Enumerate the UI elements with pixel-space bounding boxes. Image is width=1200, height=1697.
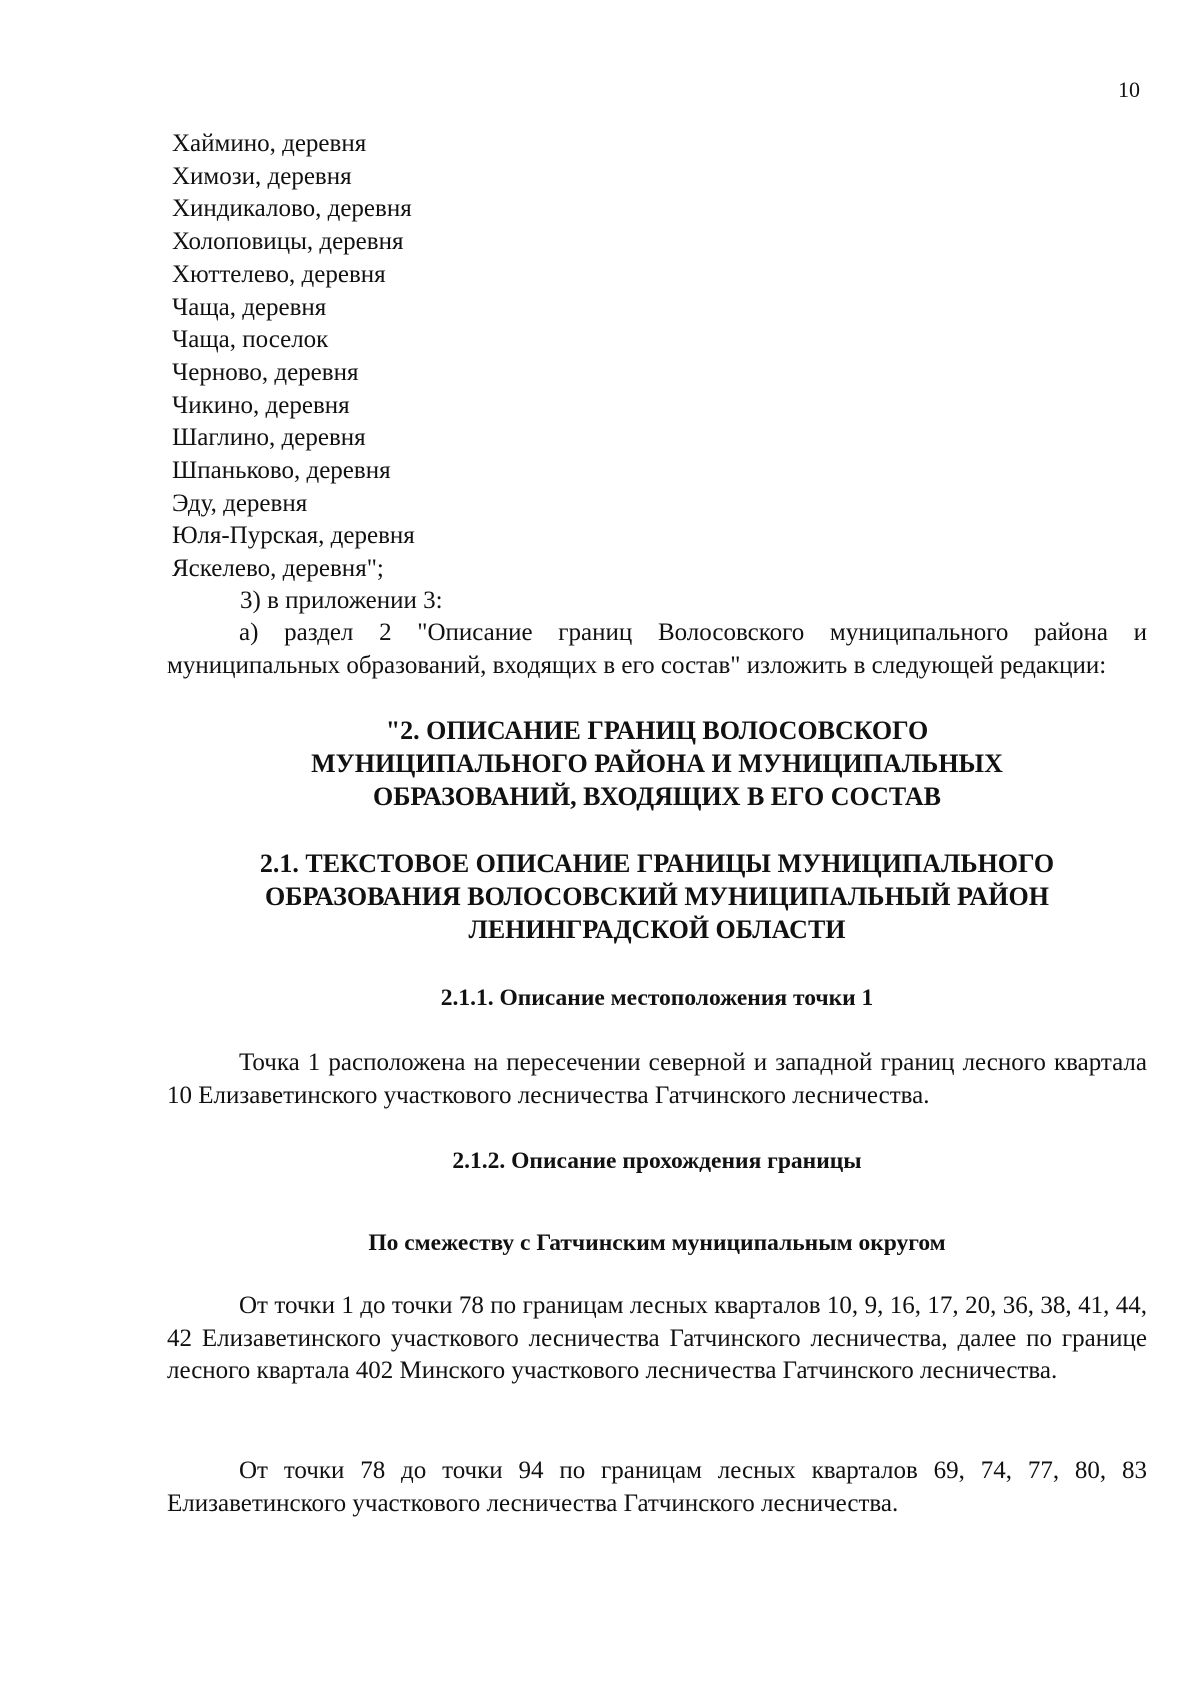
list-item: Эду, деревня <box>172 489 308 517</box>
heading-line: ОБРАЗОВАНИЙ, ВХОДЯЩИХ В ЕГО СОСТАВ <box>372 782 942 811</box>
list-item: Шпаньково, деревня <box>172 457 391 485</box>
list-item: Хиндикалово, деревня <box>172 195 412 223</box>
section-2-heading <box>167 714 1147 813</box>
point-1-paragraph: Точка 1 расположена на пересечении северной и западной границ лесного квартала 10 Елизаветинского участкового лесничества Гатчинского лесничества. <box>167 1049 1147 1109</box>
list-item: Яскелево, деревня"; <box>172 555 384 583</box>
item-3-text: 3) в приложении 3: <box>240 587 443 614</box>
section-2-1-1-heading: 2.1.1. Описание местоположения точки 1 <box>440 985 874 1011</box>
heading-line: ЛЕНИНГРАДСКОЙ ОБЛАСТИ <box>468 915 846 944</box>
heading-line: 2.1. ТЕКСТОВОЕ ОПИСАНИЕ ГРАНИЦЫ МУНИЦИПАЛЬНОГО <box>259 849 1055 878</box>
section-2-1-2-heading: 2.1.2. Описание прохождения границы <box>452 1148 862 1174</box>
settlement-list <box>172 128 415 586</box>
item-a-paragraph: а) раздел 2 "Описание границ Волосовского муниципального района и муниципальных образований, входящих в его состав" изложить в следующей редакции: <box>167 619 1147 679</box>
adjacency-heading: По смежеству с Гатчинским муниципальным округом <box>368 1230 946 1256</box>
section-2-1-heading <box>167 847 1147 946</box>
list-item: Холоповицы, деревня <box>172 228 404 256</box>
list-item: Химози, деревня <box>172 162 352 190</box>
list-item: Юля-Пурская, деревня <box>172 522 415 550</box>
list-item: Чаща, деревня <box>172 293 327 321</box>
list-item: Хаймино, деревня <box>172 130 367 157</box>
heading-line: МУНИЦИПАЛЬНОГО РАЙОНА И МУНИЦИПАЛЬНЫХ <box>311 749 1003 778</box>
list-item: Чаща, поселок <box>172 326 329 354</box>
list-item: Черново, деревня <box>172 358 359 386</box>
list-item: Хюттелево, деревня <box>172 260 386 288</box>
page-number: 10 <box>1118 77 1140 102</box>
list-item: Чикино, деревня <box>172 391 350 419</box>
heading-line: ОБРАЗОВАНИЯ ВОЛОСОВСКИЙ МУНИЦИПАЛЬНЫЙ РАЙОН <box>265 882 1049 911</box>
points-78-94-paragraph: От точки 78 до точки 94 по границам лесных кварталов 69, 74, 77, 80, 83 Елизаветинского участкового лесничества Гатчинского лесничества. <box>167 1457 1147 1517</box>
heading-line: "2. ОПИСАНИЕ ГРАНИЦ ВОЛОСОВСКОГО <box>385 716 929 745</box>
points-1-78-paragraph: От точки 1 до точки 78 по границам лесных кварталов 10, 9, 16, 17, 20, 36, 38, 41, 44, 42 Елизаветинского участкового лесничества Гатчинского лесничества, далее по границе лесного квартала 402 Минского участкового лесничества Гатчинского лесничества. <box>167 1292 1147 1384</box>
list-item: Шаглино, деревня <box>172 424 366 452</box>
